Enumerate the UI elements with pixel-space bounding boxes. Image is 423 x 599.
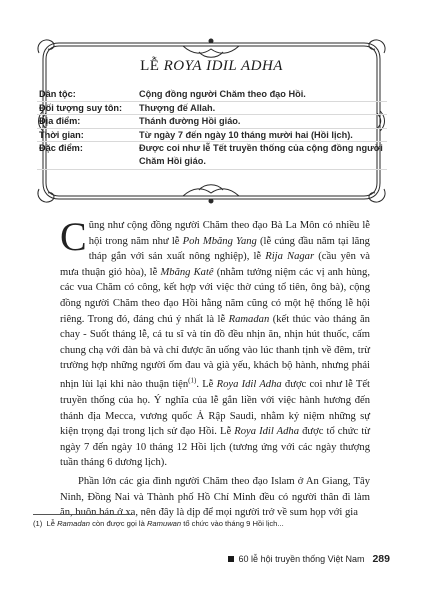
footnote-text-mid: còn được gọi là: [90, 519, 147, 528]
footnote-marker: (1): [33, 519, 43, 528]
info-key: Thời gian:: [37, 129, 139, 143]
footnote-em-1: Ramadan: [57, 519, 91, 528]
page-number: 289: [372, 553, 390, 565]
text-run: (nhằm tưởng niệm các vị anh hùng, các vua Chăm có công, kết hợp với việc thờ cúng tổ tiên, ông bà), cộng đồng người Chăm theo đạo Hồi hằng năm cũng có một hệ thống lễ hội riêng. Trong đó, đáng chú ý nhất là lễ: [60, 266, 370, 325]
info-key: Dân tộc:: [37, 88, 139, 102]
info-row-time: [37, 129, 387, 143]
page-title: [0, 58, 423, 75]
title-name: ROYA IDIL ADHA: [163, 58, 283, 74]
info-key: Đối tượng suy tôn:: [37, 102, 139, 116]
footnote-text-after: tổ chức vào tháng 9 Hồi lịch...: [181, 519, 284, 528]
emphasis-run: Roya Idil Adha: [234, 426, 300, 438]
square-bullet-icon: [228, 556, 234, 562]
info-key: Địa điểm:: [37, 115, 139, 129]
emphasis-run: Roya Idil Adha: [216, 379, 282, 391]
text-run: . Lễ: [196, 379, 217, 391]
info-value: Cộng đồng người Chăm theo đạo Hồi.: [139, 88, 387, 102]
text-run: (lễ cúng đầu năm tại lăng tháp gắn với sản xuất nông nghiệp), lễ: [88, 235, 370, 263]
info-row-location: [37, 115, 387, 129]
body-text: [60, 214, 370, 521]
info-row-worship: [37, 102, 387, 116]
footnote-text-before: Lễ: [46, 519, 58, 528]
info-table: [37, 88, 387, 170]
title-prefix: LỄ: [140, 58, 164, 74]
text-run: được coi như lễ Tết truyền thống của họ. Ý nghĩa của lễ gắn liền với việc hành hương đến thánh địa Mecca, vương quốc Ả Rập Saudi, nhằm kỷ niệm những sự kiện trọng đại trong lịch sử đạo Hồi. Lễ: [60, 379, 370, 438]
emphasis-run: Ramadan: [228, 313, 270, 325]
footnote-em-2: Ramuwan: [146, 519, 182, 528]
emphasis-run: Poh Mbăng Yang: [182, 235, 257, 247]
text-run: ũng như cộng đồng người Chăm theo đạo Bà La Môn có nhiều lễ hội trong năm như lễ: [88, 220, 370, 247]
info-row-ethnic: [37, 88, 387, 102]
info-key: Đặc điểm:: [37, 142, 139, 170]
footnote: [33, 519, 393, 528]
info-value: Từ ngày 7 đến ngày 10 tháng mười hai (Hồi lịch).: [139, 129, 387, 143]
page-footer: [228, 553, 390, 565]
text-run: (cầu yên và mưa thuận gió hòa), lễ: [60, 251, 370, 278]
footnote-reference: (1): [188, 376, 197, 385]
book-title: 60 lễ hội truyền thống Việt Nam: [238, 554, 365, 564]
paragraph-1-content: [60, 214, 370, 469]
info-value: Thượng đế Allah.: [139, 102, 387, 116]
text-run: được tổ chức từ ngày 7 đến ngày 10 tháng 12 Hồi lịch (tương ứng với các ngày thượng tuần tháng 6 dương lịch).: [60, 426, 370, 469]
info-value: Được coi như lễ Tết truyền thống của cộng đồng người Chăm Hồi giáo.: [139, 142, 387, 170]
emphasis-run: Rija Nagar: [265, 251, 315, 263]
paragraph-2: Phần lớn các gia đình người Chăm theo đạo Islam ở An Giang, Tây Ninh, Đồng Nai và Thành phố Hồ Chí Minh đều có người thân đi làm ăn, buôn bán ở xa, nên đây là dịp để mọi người trở về sum họp với gia: [60, 476, 370, 519]
paragraph-1: [60, 214, 370, 471]
text-run: (kết thúc vào tháng ăn chay - Suốt tháng lễ, cả tu sĩ và tín đồ đều nhịn ăn, nhịn hút thuốc, cấm chung chạ với đàn bà và chỉ được ăn uống vào lúc thanh tịnh về đêm, trừ trường hợp những người ốm đau và già yếu, khách bộ hành, nhưng phải nhịn lùi lại khi nào thuận tiện: [60, 313, 370, 391]
emphasis-run: Mbăng Katê: [160, 266, 214, 278]
info-row-feature: [37, 142, 387, 170]
footnote-divider: [33, 514, 133, 515]
info-value: Thánh đường Hồi giáo.: [139, 115, 387, 129]
drop-cap: C: [60, 214, 87, 259]
